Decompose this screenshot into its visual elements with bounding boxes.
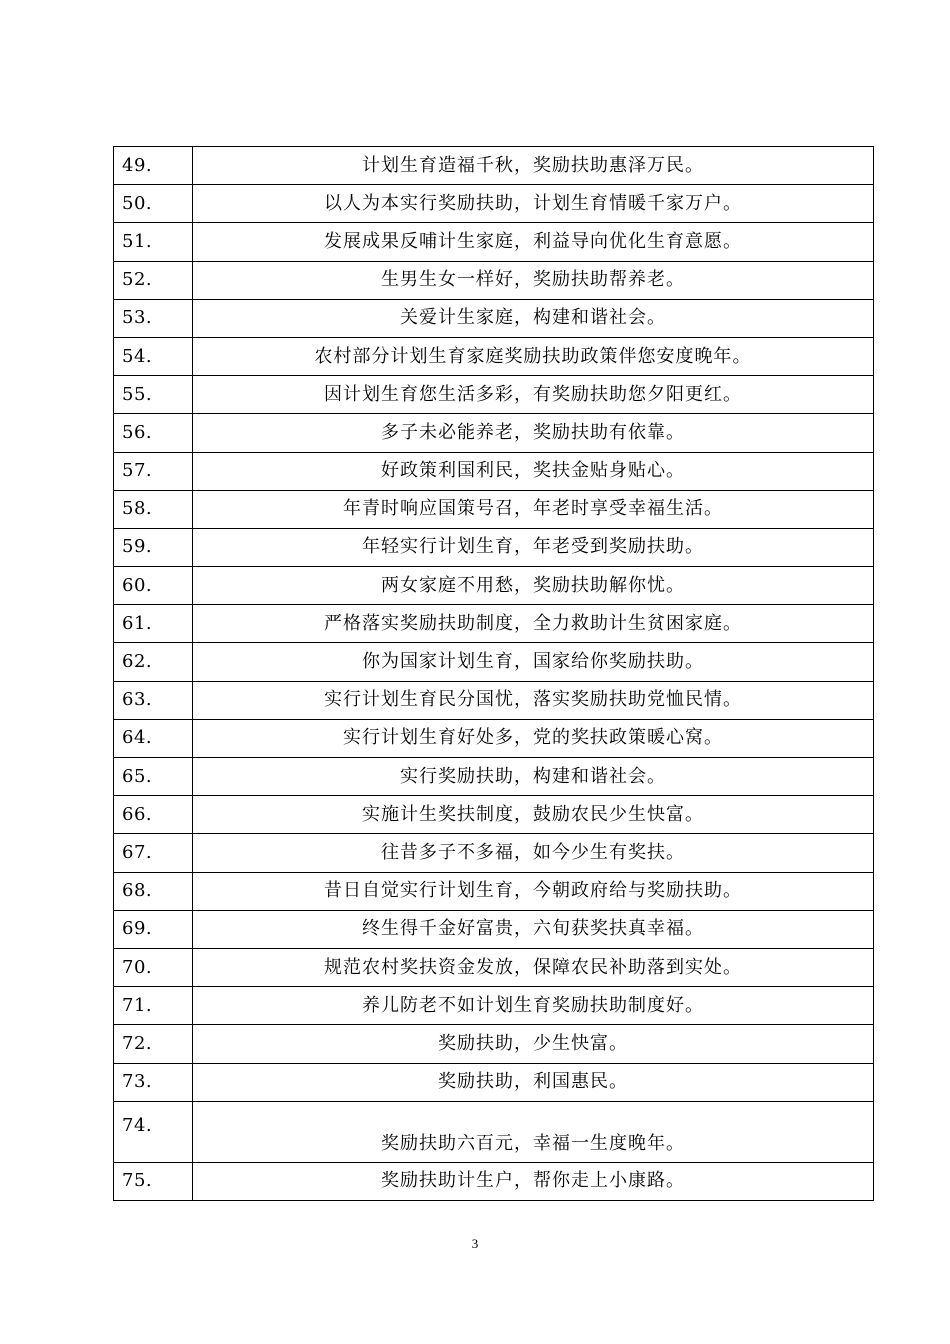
slogan-text: 两女家庭不用愁，奖励扶助解你忧。 bbox=[193, 567, 874, 605]
row-number: 72. bbox=[114, 1025, 193, 1063]
slogan-text: 计划生育造福千秋，奖励扶助惠泽万民。 bbox=[193, 147, 874, 185]
row-number: 59. bbox=[114, 528, 193, 566]
row-number: 57. bbox=[114, 452, 193, 490]
table-row bbox=[114, 643, 874, 681]
row-number: 71. bbox=[114, 987, 193, 1025]
slogan-text: 往昔多子不多福，如今少生有奖扶。 bbox=[193, 834, 874, 872]
slogan-text: 实行计划生育好处多，党的奖扶政策暖心窝。 bbox=[193, 719, 874, 757]
row-number: 68. bbox=[114, 872, 193, 910]
slogan-text: 生男生女一样好，奖励扶助帮养老。 bbox=[193, 261, 874, 299]
table-row bbox=[114, 376, 874, 414]
row-number: 50. bbox=[114, 185, 193, 223]
table-row bbox=[114, 605, 874, 643]
table-row bbox=[114, 223, 874, 261]
slogan-text: 严格落实奖励扶助制度，全力救助计生贫困家庭。 bbox=[193, 605, 874, 643]
slogan-text: 你为国家计划生育，国家给你奖励扶助。 bbox=[193, 643, 874, 681]
slogan-text: 发展成果反哺计生家庭，利益导向优化生育意愿。 bbox=[193, 223, 874, 261]
table-row bbox=[114, 452, 874, 490]
slogan-text: 终生得千金好富贵，六旬获奖扶真幸福。 bbox=[193, 910, 874, 948]
row-number: 70. bbox=[114, 948, 193, 986]
page-number: 3 bbox=[471, 1236, 479, 1251]
table-row bbox=[114, 1025, 874, 1063]
table-row bbox=[114, 185, 874, 223]
slogan-text: 奖励扶助，少生快富。 bbox=[193, 1025, 874, 1063]
table-row bbox=[114, 834, 874, 872]
table-row bbox=[114, 1063, 874, 1101]
row-number: 74. bbox=[114, 1101, 193, 1162]
slogan-text: 以人为本实行奖励扶助，计划生育情暖千家万户。 bbox=[193, 185, 874, 223]
table-row bbox=[114, 948, 874, 986]
row-number: 66. bbox=[114, 796, 193, 834]
slogan-text: 多子未必能养老，奖励扶助有依靠。 bbox=[193, 414, 874, 452]
row-number: 64. bbox=[114, 719, 193, 757]
row-number: 63. bbox=[114, 681, 193, 719]
row-number: 51. bbox=[114, 223, 193, 261]
row-number: 58. bbox=[114, 490, 193, 528]
table-row bbox=[114, 758, 874, 796]
table-row bbox=[114, 261, 874, 299]
table-row bbox=[114, 147, 874, 185]
row-number: 67. bbox=[114, 834, 193, 872]
table-row bbox=[114, 337, 874, 375]
slogan-text: 昔日自觉实行计划生育，今朝政府给与奖励扶助。 bbox=[193, 872, 874, 910]
slogan-text: 年轻实行计划生育，年老受到奖励扶助。 bbox=[193, 528, 874, 566]
row-number: 75. bbox=[114, 1162, 193, 1200]
row-number: 60. bbox=[114, 567, 193, 605]
slogan-text: 农村部分计划生育家庭奖励扶助政策伴您安度晚年。 bbox=[193, 337, 874, 375]
table-row bbox=[114, 1101, 874, 1162]
row-number: 54. bbox=[114, 337, 193, 375]
slogan-text: 好政策利国利民，奖扶金贴身贴心。 bbox=[193, 452, 874, 490]
row-number: 55. bbox=[114, 376, 193, 414]
row-number: 73. bbox=[114, 1063, 193, 1101]
row-number: 53. bbox=[114, 299, 193, 337]
slogan-text: 实施计生奖扶制度，鼓励农民少生快富。 bbox=[193, 796, 874, 834]
row-number: 56. bbox=[114, 414, 193, 452]
slogan-table bbox=[113, 146, 874, 1201]
slogan-text: 因计划生育您生活多彩，有奖励扶助您夕阳更红。 bbox=[193, 376, 874, 414]
row-number: 61. bbox=[114, 605, 193, 643]
table-row bbox=[114, 910, 874, 948]
row-number: 49. bbox=[114, 147, 193, 185]
table-row bbox=[114, 567, 874, 605]
table-row bbox=[114, 1162, 874, 1200]
table-row bbox=[114, 872, 874, 910]
slogan-text: 养儿防老不如计划生育奖励扶助制度好。 bbox=[193, 987, 874, 1025]
slogan-text: 奖励扶助六百元，幸福一生度晚年。 bbox=[193, 1101, 874, 1162]
slogan-text: 规范农村奖扶资金发放，保障农民补助落到实处。 bbox=[193, 948, 874, 986]
row-number: 65. bbox=[114, 758, 193, 796]
table-row bbox=[114, 299, 874, 337]
row-number: 52. bbox=[114, 261, 193, 299]
table-row bbox=[114, 414, 874, 452]
table-row bbox=[114, 796, 874, 834]
slogan-text: 实行计划生育民分国忧，落实奖励扶助党恤民情。 bbox=[193, 681, 874, 719]
slogan-text: 奖励扶助计生户，帮你走上小康路。 bbox=[193, 1162, 874, 1200]
row-number: 69. bbox=[114, 910, 193, 948]
slogan-text: 关爱计生家庭，构建和谐社会。 bbox=[193, 299, 874, 337]
slogan-text: 实行奖励扶助，构建和谐社会。 bbox=[193, 758, 874, 796]
slogan-text: 年青时响应国策号召，年老时享受幸福生活。 bbox=[193, 490, 874, 528]
table-row bbox=[114, 528, 874, 566]
table-row bbox=[114, 987, 874, 1025]
table-row bbox=[114, 490, 874, 528]
table-row bbox=[114, 719, 874, 757]
row-number: 62. bbox=[114, 643, 193, 681]
table-row bbox=[114, 681, 874, 719]
slogan-text: 奖励扶助，利国惠民。 bbox=[193, 1063, 874, 1101]
